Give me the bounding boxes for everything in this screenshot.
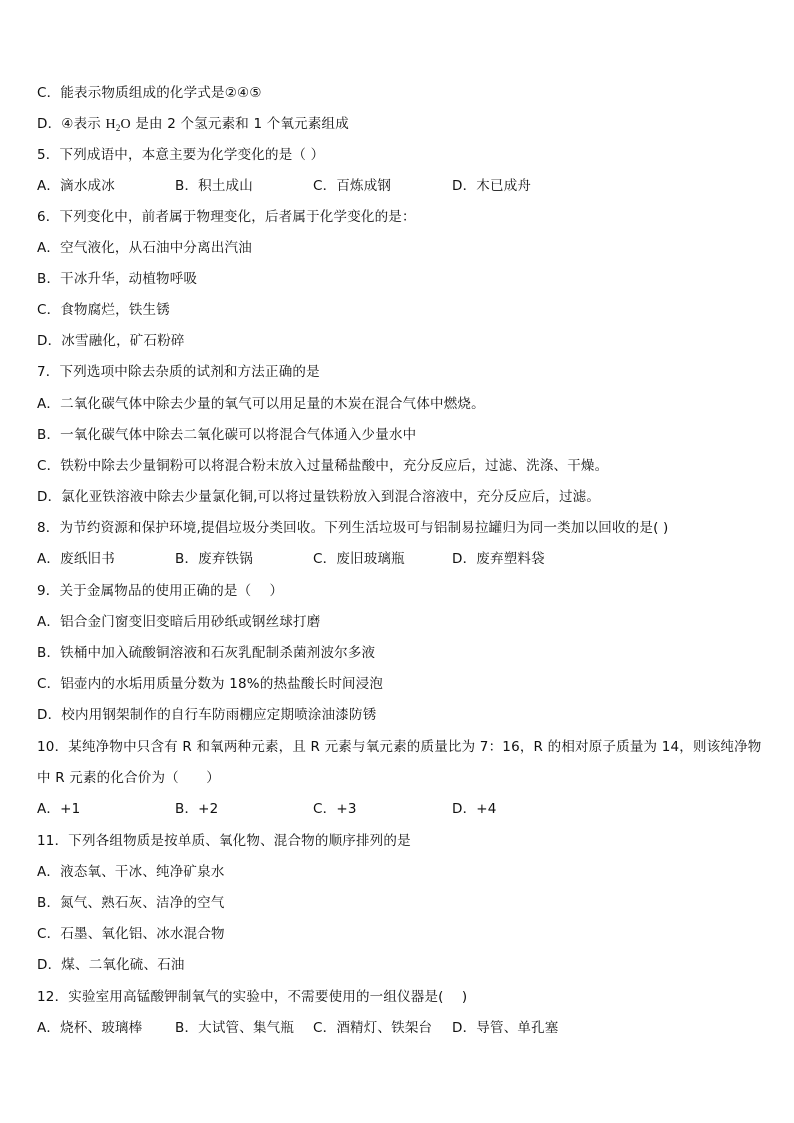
q12-option-b: B．大试管、集气瓶 — [175, 1020, 295, 1036]
q8-option-d: D．废弃塑料袋 — [452, 551, 545, 567]
q10-option-b: B．+2 — [175, 801, 219, 817]
q6-option-b: B．干冰升华，动植物呼吸 — [37, 271, 198, 287]
q4-option-d-prefix: D．④表示 — [37, 116, 106, 132]
q7-option-c: C．铁粉中除去少量铜粉可以将混合粉末放入过量稀盐酸中，充分反应后，过滤、洗涤、干燥。 — [37, 458, 609, 474]
q6-stem: 6．下列变化中，前者属于物理变化，后者属于化学变化的是： — [37, 209, 416, 225]
q10-option-c: C．+3 — [313, 801, 357, 817]
q8-option-b: B．废弃铁锅 — [175, 551, 253, 567]
q9-option-d: D．校内用钢架制作的自行车防雨棚应定期喷涂油漆防锈 — [37, 707, 377, 723]
q5-option-a: A．滴水成冰 — [37, 178, 115, 194]
q9-option-c: C．铝壶内的水垢用质量分数为 18%的热盐酸长时间浸泡 — [37, 676, 384, 692]
q11-option-b: B．氮气、熟石灰、洁净的空气 — [37, 895, 225, 911]
q7-option-d: D．氯化亚铁溶液中除去少量氯化铜,可以将过量铁粉放入到混合溶液中，充分反应后，过滤。 — [37, 489, 601, 505]
q4-option-d-suffix: 是由 2 个氢元素和 1 个氧元素组成 — [130, 116, 349, 132]
q6-option-a: A．空气液化，从石油中分离出汽油 — [37, 240, 252, 256]
q11-stem: 11．下列各组物质是按单质、氧化物、混合物的顺序排列的是 — [37, 833, 411, 849]
q10-option-d: D．+4 — [452, 801, 497, 817]
q10-stem-line1: 10．某纯净物中只含有 R 和氧两种元素，且 R 元素与氧元素的质量比为 7：16，R 的相对原子质量为 14，则该纯净物 — [37, 739, 762, 755]
q12-option-a: A．烧杯、玻璃棒 — [37, 1020, 143, 1036]
formula-o: O — [120, 117, 131, 132]
q11-option-d: D．煤、二氧化硫、石油 — [37, 957, 185, 973]
q6-option-d: D．冰雪融化，矿石粉碎 — [37, 333, 185, 349]
q4-option-d — [37, 115, 349, 137]
q12-option-d: D．导管、单孔塞 — [452, 1020, 559, 1036]
q11-option-c: C．石墨、氧化铝、冰水混合物 — [37, 926, 225, 942]
q5-option-c: C．百炼成钢 — [313, 178, 392, 194]
q7-stem: 7．下列选项中除去杂质的试剂和方法正确的是 — [37, 364, 320, 380]
q5-option-d: D．木已成舟 — [452, 178, 532, 194]
q6-option-c: C．食物腐烂，铁生锈 — [37, 302, 170, 318]
q5-stem: 5．下列成语中，本意主要为化学变化的是（ ） — [37, 147, 325, 163]
formula-subscript: 2 — [115, 123, 121, 133]
q8-option-a: A．废纸旧书 — [37, 551, 115, 567]
q4-option-c: C．能表示物质组成的化学式是②④⑤ — [37, 85, 262, 101]
q11-option-a: A．液态氧、干冰、纯净矿泉水 — [37, 864, 225, 880]
q12-option-c: C．酒精灯、铁架台 — [313, 1020, 433, 1036]
q10-stem-line2: 中 R 元素的化合价为（ ） — [37, 770, 220, 786]
q7-option-a: A．二氧化碳气体中除去少量的氧气可以用足量的木炭在混合气体中燃烧。 — [37, 396, 485, 412]
q9-option-a: A．铝合金门窗变旧变暗后用砂纸或钢丝球打磨 — [37, 614, 321, 630]
q7-option-b: B．一氧化碳气体中除去二氧化碳可以将混合气体通入少量水中 — [37, 427, 417, 443]
q9-stem: 9．关于金属物品的使用正确的是（ ） — [37, 583, 284, 599]
q12-stem: 12．实验室用高锰酸钾制氧气的实验中，不需要使用的一组仪器是( ) — [37, 989, 468, 1005]
formula-h2o — [106, 117, 131, 132]
formula-h: H — [105, 117, 116, 132]
q8-stem: 8．为节约资源和保护环境,提倡垃圾分类回收。下列生活垃圾可与铝制易拉罐归为同一类加以回收的是( ) — [37, 520, 669, 536]
q10-option-a: A．+1 — [37, 801, 81, 817]
q8-option-c: C．废旧玻璃瓶 — [313, 551, 405, 567]
q5-option-b: B．积土成山 — [175, 178, 253, 194]
q9-option-b: B．铁桶中加入硫酸铜溶液和石灰乳配制杀菌剂波尔多液 — [37, 645, 376, 661]
